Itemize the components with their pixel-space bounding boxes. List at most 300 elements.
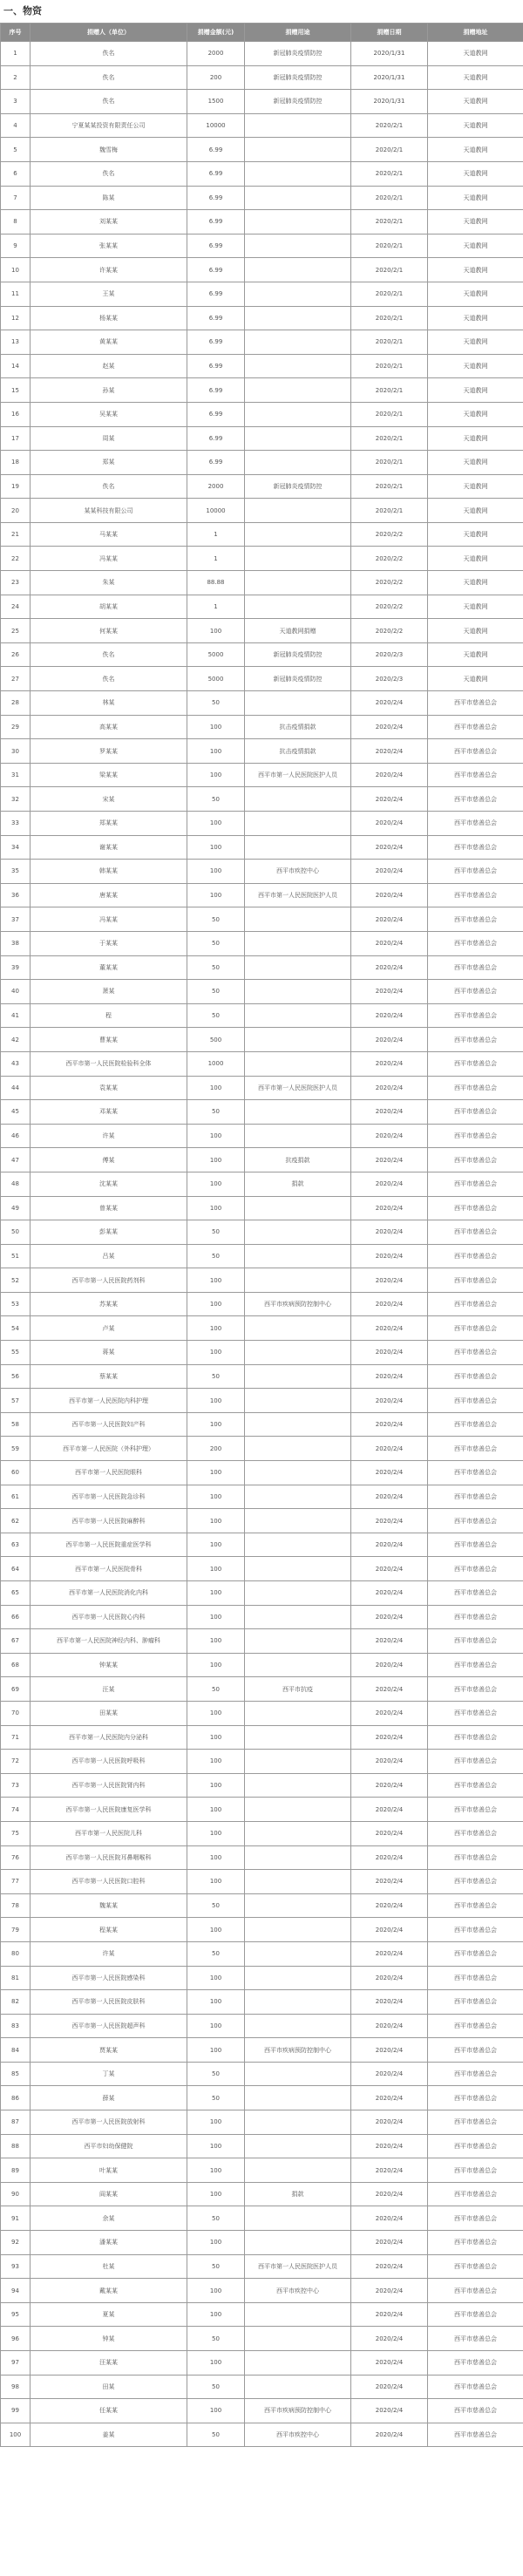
cell-amount: 50	[187, 1244, 245, 1268]
cell-donor: 马某某	[31, 522, 187, 547]
cell-date: 2020/2/4	[351, 1990, 428, 2015]
cell-amount: 100	[187, 883, 245, 907]
cell-donor: 贾某某	[31, 2038, 187, 2063]
cell-amount: 50	[187, 2375, 245, 2399]
cell-location: 天道教网	[428, 595, 523, 619]
cell-location: 天道教网	[428, 522, 523, 547]
cell-donor: 西平市第一人民医院肾内科	[31, 1773, 187, 1798]
cell-donor: 西平市第一人民医院感染科	[31, 1966, 187, 1990]
table-row	[1, 113, 523, 138]
cell-donor: 彭某某	[31, 1220, 187, 1245]
cell-location: 西平市慈善总会	[428, 1798, 523, 1822]
cell-amount: 100	[187, 1750, 245, 1774]
table-row	[1, 1893, 523, 1918]
cell-index: 94	[1, 2279, 31, 2303]
cell-date: 2020/1/31	[351, 90, 428, 114]
cell-index: 85	[1, 2062, 31, 2086]
cell-donor: 佚名	[31, 667, 187, 691]
cell-purpose: 新冠肺炎疫情防控	[245, 667, 351, 691]
cell-date: 2020/2/4	[351, 2038, 428, 2063]
cell-amount: 100	[187, 1461, 245, 1485]
table-row	[1, 234, 523, 258]
cell-location: 西平市慈善总会	[428, 1918, 523, 1942]
cell-date: 2020/2/4	[351, 1966, 428, 1990]
cell-index: 40	[1, 980, 31, 1004]
cell-donor: 沈某某	[31, 1172, 187, 1196]
cell-location: 西平市慈善总会	[428, 2399, 523, 2423]
cell-location: 西平市慈善总会	[428, 1028, 523, 1052]
table-row	[1, 2206, 523, 2231]
header-date: 捐赠日期	[351, 24, 428, 42]
cell-location: 天道教网	[428, 306, 523, 330]
cell-purpose	[245, 980, 351, 1004]
cell-date: 2020/2/4	[351, 1244, 428, 1268]
cell-purpose	[245, 1437, 351, 1461]
cell-date: 2020/2/2	[351, 595, 428, 619]
cell-location: 西平市慈善总会	[428, 860, 523, 884]
cell-amount: 100	[187, 1533, 245, 1557]
cell-donor: 西平市第一人民医院眼科	[31, 1461, 187, 1485]
cell-donor: 唐某某	[31, 883, 187, 907]
cell-index: 88	[1, 2134, 31, 2158]
cell-location: 西平市慈善总会	[428, 2134, 523, 2158]
cell-location: 西平市慈善总会	[428, 2302, 523, 2327]
cell-amount: 100	[187, 1581, 245, 1606]
cell-index: 72	[1, 1750, 31, 1774]
cell-purpose	[245, 306, 351, 330]
cell-date: 2020/2/4	[351, 1701, 428, 1725]
cell-purpose	[245, 1725, 351, 1750]
cell-location: 西平市慈善总会	[428, 1485, 523, 1509]
cell-amount: 1500	[187, 90, 245, 114]
cell-purpose	[245, 691, 351, 716]
table-row	[1, 1364, 523, 1389]
table-row	[1, 1148, 523, 1172]
cell-purpose: 西平市疾控中心	[245, 2279, 351, 2303]
cell-location: 天道教网	[428, 547, 523, 571]
cell-date: 2020/2/4	[351, 1509, 428, 1533]
cell-index: 84	[1, 2038, 31, 2063]
table-row	[1, 2086, 523, 2110]
cell-location: 西平市慈善总会	[428, 1461, 523, 1485]
cell-location: 西平市慈善总会	[428, 2375, 523, 2399]
cell-index: 80	[1, 1941, 31, 1966]
cell-amount: 100	[187, 1798, 245, 1822]
cell-location: 西平市慈善总会	[428, 1821, 523, 1845]
cell-purpose: 捐款	[245, 2182, 351, 2206]
cell-date: 2020/2/1	[351, 378, 428, 403]
cell-location: 西平市慈善总会	[428, 812, 523, 836]
header-donor: 捐赠人（单位）	[31, 24, 187, 42]
cell-date: 2020/2/4	[351, 1461, 428, 1485]
cell-index: 32	[1, 787, 31, 812]
cell-index: 43	[1, 1051, 31, 1076]
table-row	[1, 2327, 523, 2351]
cell-location: 西平市慈善总会	[428, 1893, 523, 1918]
table-row	[1, 2302, 523, 2327]
table-row	[1, 1389, 523, 1413]
table-row	[1, 1437, 523, 1461]
table-row	[1, 787, 523, 812]
cell-location: 西平市慈善总会	[428, 1003, 523, 1028]
cell-purpose	[245, 1990, 351, 2015]
cell-location: 西平市慈善总会	[428, 2254, 523, 2279]
cell-index: 47	[1, 1148, 31, 1172]
cell-purpose	[245, 595, 351, 619]
cell-date: 2020/2/4	[351, 931, 428, 955]
cell-donor: 西平市第一人民医院儿科	[31, 1821, 187, 1845]
cell-index: 55	[1, 1341, 31, 1365]
cell-date: 2020/2/4	[351, 1725, 428, 1750]
cell-location: 西平市慈善总会	[428, 2110, 523, 2135]
cell-donor: 傅某	[31, 1148, 187, 1172]
cell-index: 59	[1, 1437, 31, 1461]
cell-amount: 1000	[187, 1051, 245, 1076]
cell-index: 86	[1, 2086, 31, 2110]
cell-purpose: 西平市第一人民医院医护人员	[245, 1076, 351, 1100]
table-row	[1, 1341, 523, 1365]
cell-location: 西平市慈善总会	[428, 2279, 523, 2303]
cell-amount: 100	[187, 1124, 245, 1148]
cell-date: 2020/2/1	[351, 306, 428, 330]
cell-donor: 梁某某	[31, 763, 187, 787]
cell-donor: 姜某	[31, 2423, 187, 2447]
cell-amount: 6.99	[187, 186, 245, 210]
cell-purpose	[245, 138, 351, 162]
cell-purpose	[245, 1341, 351, 1365]
cell-index: 35	[1, 860, 31, 884]
cell-amount: 50	[187, 1220, 245, 1245]
table-row	[1, 835, 523, 860]
cell-date: 2020/2/4	[351, 1821, 428, 1845]
table-row	[1, 1316, 523, 1341]
cell-date: 2020/2/4	[351, 1533, 428, 1557]
cell-purpose: 西平市疾控中心	[245, 2423, 351, 2447]
cell-purpose	[245, 907, 351, 932]
cell-purpose: 新冠肺炎疫情防控	[245, 65, 351, 90]
cell-date: 2020/2/4	[351, 955, 428, 980]
cell-date: 2020/2/4	[351, 1773, 428, 1798]
cell-amount: 6.99	[187, 306, 245, 330]
cell-donor: 阎某某	[31, 2182, 187, 2206]
cell-purpose	[245, 1485, 351, 1509]
cell-purpose	[245, 547, 351, 571]
cell-index: 10	[1, 258, 31, 282]
cell-date: 2020/2/4	[351, 1605, 428, 1629]
cell-donor: 西平市第一人民医院皮肤科	[31, 1990, 187, 2015]
cell-date: 2020/2/4	[351, 1557, 428, 1581]
cell-location: 西平市慈善总会	[428, 1677, 523, 1702]
cell-amount: 200	[187, 65, 245, 90]
cell-index: 96	[1, 2327, 31, 2351]
cell-purpose	[245, 1918, 351, 1942]
cell-location: 西平市慈善总会	[428, 1172, 523, 1196]
table-row	[1, 547, 523, 571]
cell-purpose	[245, 1581, 351, 1606]
cell-amount: 200	[187, 1437, 245, 1461]
cell-purpose	[245, 1821, 351, 1845]
cell-date: 2020/2/4	[351, 812, 428, 836]
cell-index: 91	[1, 2206, 31, 2231]
table-row	[1, 1870, 523, 1894]
cell-donor: 潘某某	[31, 2231, 187, 2255]
cell-purpose	[245, 1773, 351, 1798]
cell-donor: 钟某某	[31, 1653, 187, 1677]
cell-date: 2020/2/4	[351, 2086, 428, 2110]
cell-purpose	[245, 1653, 351, 1677]
cell-index: 97	[1, 2351, 31, 2375]
cell-date: 2020/2/1	[351, 138, 428, 162]
cell-index: 77	[1, 1870, 31, 1894]
cell-date: 2020/1/31	[351, 65, 428, 90]
cell-date: 2020/2/4	[351, 1196, 428, 1220]
cell-location: 西平市慈善总会	[428, 980, 523, 1004]
cell-date: 2020/2/4	[351, 2206, 428, 2231]
cell-location: 西平市慈善总会	[428, 2086, 523, 2110]
cell-donor: 宋某	[31, 787, 187, 812]
cell-index: 25	[1, 619, 31, 643]
cell-amount: 100	[187, 2158, 245, 2183]
cell-index: 37	[1, 907, 31, 932]
table-row	[1, 2014, 523, 2038]
cell-amount: 50	[187, 955, 245, 980]
cell-amount: 6.99	[187, 402, 245, 426]
cell-index: 36	[1, 883, 31, 907]
cell-date: 2020/2/1	[351, 474, 428, 499]
cell-donor: 西平市第一人民医院神经内科、肿瘤科	[31, 1629, 187, 1654]
cell-date: 2020/2/1	[351, 499, 428, 523]
cell-purpose	[245, 1509, 351, 1533]
cell-date: 2020/2/4	[351, 1389, 428, 1413]
table-row	[1, 763, 523, 787]
cell-donor: 林某	[31, 691, 187, 716]
cell-index: 50	[1, 1220, 31, 1245]
cell-amount: 100	[187, 1653, 245, 1677]
cell-date: 2020/2/2	[351, 522, 428, 547]
table-row	[1, 739, 523, 764]
cell-amount: 2000	[187, 42, 245, 66]
cell-amount: 100	[187, 2399, 245, 2423]
cell-donor: 西平市第一人民医院（外科护理）	[31, 1437, 187, 1461]
cell-location: 西平市慈善总会	[428, 739, 523, 764]
cell-purpose	[245, 1124, 351, 1148]
cell-purpose	[245, 1364, 351, 1389]
cell-location: 西平市慈善总会	[428, 931, 523, 955]
cell-date: 2020/2/4	[351, 1003, 428, 1028]
cell-amount: 1	[187, 547, 245, 571]
cell-amount: 100	[187, 1316, 245, 1341]
cell-index: 28	[1, 691, 31, 716]
cell-purpose	[245, 835, 351, 860]
table-row	[1, 571, 523, 595]
cell-index: 60	[1, 1461, 31, 1485]
cell-index: 71	[1, 1725, 31, 1750]
cell-location: 西平市慈善总会	[428, 1701, 523, 1725]
cell-purpose	[245, 931, 351, 955]
cell-date: 2020/2/4	[351, 2062, 428, 2086]
cell-amount: 100	[187, 835, 245, 860]
cell-purpose	[245, 1196, 351, 1220]
table-row	[1, 1798, 523, 1822]
cell-location: 西平市慈善总会	[428, 1845, 523, 1870]
cell-index: 69	[1, 1677, 31, 1702]
cell-index: 20	[1, 499, 31, 523]
cell-amount: 100	[187, 1485, 245, 1509]
cell-index: 22	[1, 547, 31, 571]
cell-date: 2020/2/4	[351, 1292, 428, 1316]
cell-donor: 佚名	[31, 161, 187, 186]
cell-purpose	[245, 1845, 351, 1870]
cell-amount: 50	[187, 1003, 245, 1028]
table-row	[1, 1051, 523, 1076]
cell-donor: 蔡某某	[31, 1364, 187, 1389]
cell-location: 西平市慈善总会	[428, 1100, 523, 1125]
cell-index: 95	[1, 2302, 31, 2327]
cell-location: 西平市慈善总会	[428, 1966, 523, 1990]
cell-purpose	[245, 955, 351, 980]
cell-index: 79	[1, 1918, 31, 1942]
cell-amount: 100	[187, 2279, 245, 2303]
cell-location: 西平市慈善总会	[428, 1148, 523, 1172]
cell-amount: 100	[187, 1268, 245, 1293]
cell-date: 2020/2/1	[351, 426, 428, 451]
cell-location: 西平市慈善总会	[428, 2231, 523, 2255]
cell-donor: 佚名	[31, 42, 187, 66]
table-row	[1, 2110, 523, 2135]
cell-date: 2020/2/4	[351, 1028, 428, 1052]
cell-amount: 5000	[187, 642, 245, 667]
cell-index: 24	[1, 595, 31, 619]
cell-donor: 西平市第一人民医院内分泌科	[31, 1725, 187, 1750]
cell-amount: 100	[187, 2134, 245, 2158]
cell-purpose	[245, 1003, 351, 1028]
cell-amount: 100	[187, 2038, 245, 2063]
cell-date: 2020/2/4	[351, 1316, 428, 1341]
cell-donor: 汪某	[31, 1677, 187, 1702]
table-row	[1, 2351, 523, 2375]
cell-location: 西平市慈善总会	[428, 835, 523, 860]
cell-purpose	[245, 354, 351, 378]
cell-donor: 张某某	[31, 234, 187, 258]
cell-index: 29	[1, 715, 31, 739]
cell-index: 31	[1, 763, 31, 787]
table-row	[1, 138, 523, 162]
table-row	[1, 1509, 523, 1533]
cell-donor: 冯某某	[31, 547, 187, 571]
cell-donor: 西平市第一人民医院麻醉科	[31, 1509, 187, 1533]
table-row	[1, 1918, 523, 1942]
cell-index: 65	[1, 1581, 31, 1606]
cell-date: 2020/2/4	[351, 2351, 428, 2375]
table-row	[1, 2254, 523, 2279]
cell-amount: 50	[187, 2254, 245, 2279]
table-row	[1, 2182, 523, 2206]
cell-index: 19	[1, 474, 31, 499]
cell-purpose	[245, 402, 351, 426]
cell-purpose: 西平市疾病预防控制中心	[245, 1292, 351, 1316]
table-row	[1, 1605, 523, 1629]
cell-amount: 100	[187, 1605, 245, 1629]
cell-date: 2020/2/4	[351, 1076, 428, 1100]
cell-date: 2020/2/4	[351, 860, 428, 884]
table-row	[1, 691, 523, 716]
cell-index: 26	[1, 642, 31, 667]
cell-date: 2020/2/4	[351, 2254, 428, 2279]
cell-index: 34	[1, 835, 31, 860]
cell-purpose	[245, 186, 351, 210]
cell-index: 48	[1, 1172, 31, 1196]
cell-index: 53	[1, 1292, 31, 1316]
cell-amount: 100	[187, 619, 245, 643]
cell-purpose	[245, 2110, 351, 2135]
cell-amount: 50	[187, 907, 245, 932]
cell-index: 21	[1, 522, 31, 547]
cell-index: 33	[1, 812, 31, 836]
cell-index: 87	[1, 2110, 31, 2135]
cell-purpose	[245, 1941, 351, 1966]
table-row	[1, 474, 523, 499]
cell-location: 天道教网	[428, 90, 523, 114]
cell-location: 天道教网	[428, 354, 523, 378]
cell-amount: 500	[187, 1028, 245, 1052]
cell-purpose	[245, 2206, 351, 2231]
cell-date: 2020/2/4	[351, 1845, 428, 1870]
table-row	[1, 354, 523, 378]
cell-index: 12	[1, 306, 31, 330]
table-row	[1, 499, 523, 523]
cell-location: 西平市慈善总会	[428, 2206, 523, 2231]
cell-date: 2020/2/4	[351, 1220, 428, 1245]
cell-date: 2020/2/4	[351, 2182, 428, 2206]
cell-donor: 某某科技有限公司	[31, 499, 187, 523]
table-row	[1, 1629, 523, 1654]
cell-amount: 100	[187, 739, 245, 764]
cell-index: 3	[1, 90, 31, 114]
cell-date: 2020/2/4	[351, 763, 428, 787]
table-row	[1, 1845, 523, 1870]
cell-index: 90	[1, 2182, 31, 2206]
cell-amount: 100	[187, 2014, 245, 2038]
cell-amount: 6.99	[187, 330, 245, 355]
cell-index: 17	[1, 426, 31, 451]
cell-location: 西平市慈善总会	[428, 1533, 523, 1557]
cell-location: 西平市慈善总会	[428, 1750, 523, 1774]
cell-amount: 100	[187, 1076, 245, 1100]
cell-purpose: 捐款	[245, 1172, 351, 1196]
cell-date: 2020/2/4	[351, 787, 428, 812]
cell-index: 16	[1, 402, 31, 426]
cell-donor: 薛某	[31, 2086, 187, 2110]
cell-donor: 西平市第一人民医院超声科	[31, 2014, 187, 2038]
cell-purpose	[245, 787, 351, 812]
cell-date: 2020/2/1	[351, 210, 428, 234]
cell-date: 2020/2/4	[351, 2375, 428, 2399]
table-row	[1, 402, 523, 426]
cell-donor: 邓某某	[31, 1100, 187, 1125]
cell-date: 2020/2/4	[351, 2399, 428, 2423]
cell-purpose	[245, 2014, 351, 2038]
cell-purpose	[245, 1533, 351, 1557]
cell-purpose: 新冠肺炎疫情防控	[245, 42, 351, 66]
table-row	[1, 2231, 523, 2255]
cell-location: 西平市慈善总会	[428, 1605, 523, 1629]
cell-purpose	[245, 1557, 351, 1581]
cell-index: 63	[1, 1533, 31, 1557]
cell-index: 78	[1, 1893, 31, 1918]
cell-amount: 50	[187, 2423, 245, 2447]
cell-date: 2020/2/4	[351, 2279, 428, 2303]
cell-donor: 谢某某	[31, 835, 187, 860]
